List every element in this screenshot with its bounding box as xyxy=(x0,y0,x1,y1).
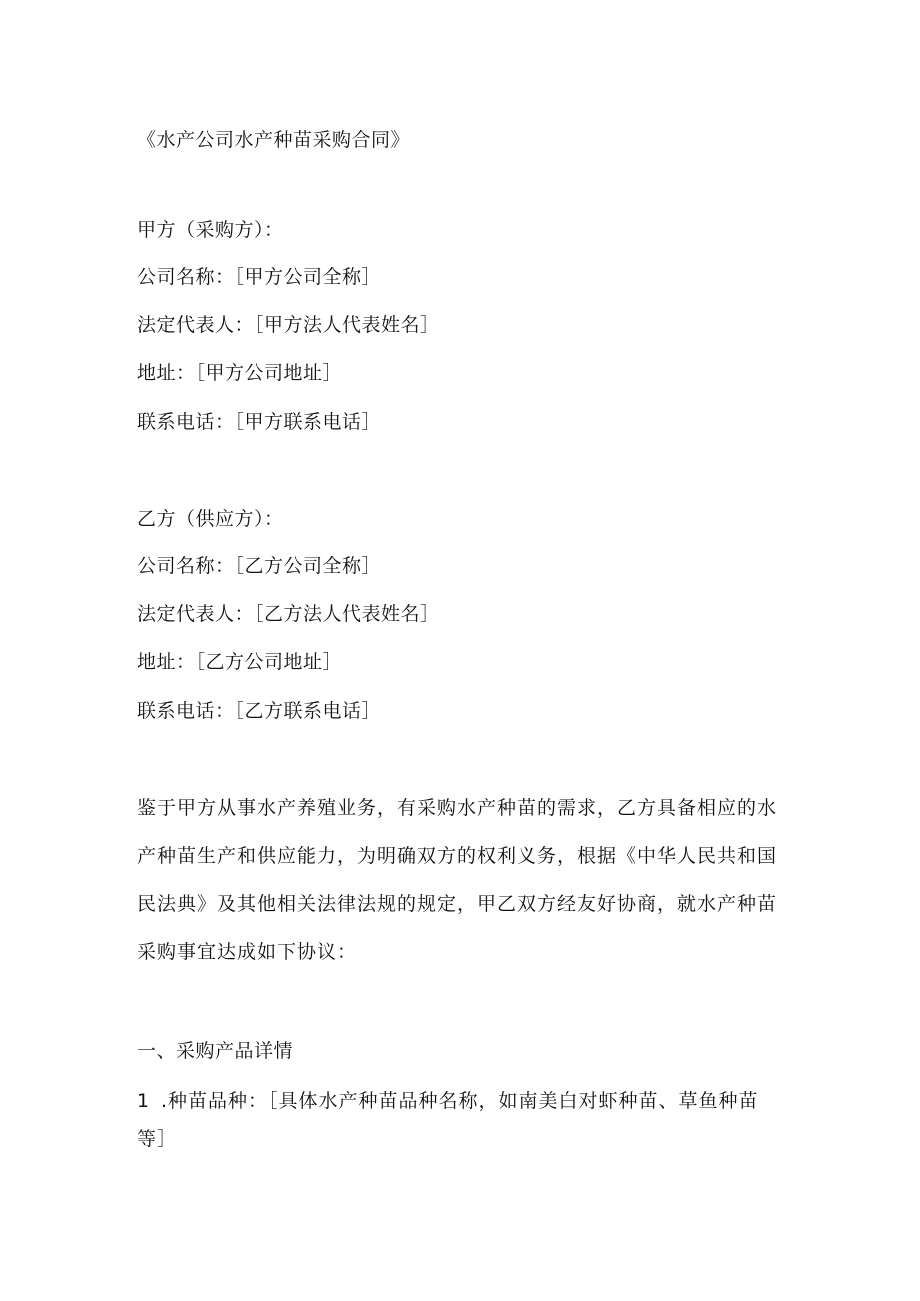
item-1-line: 等］ xyxy=(137,1128,178,1150)
party-b-address: 地址：［乙方公司地址］ xyxy=(137,651,343,673)
preamble-line: 鉴于甲方从事水产养殖业务，有采购水产种苗的需求，乙方具备相应的水 xyxy=(137,797,778,819)
party-a-phone: 联系电话：［甲方联系电话］ xyxy=(137,411,382,433)
party-b-legal-rep: 法定代表人：［乙方法人代表姓名］ xyxy=(137,603,440,625)
item-number: 1 xyxy=(137,1090,151,1112)
party-a-legal-rep: 法定代表人：［甲方法人代表姓名］ xyxy=(137,314,440,336)
party-a-heading: 甲方（采购方）： xyxy=(137,219,284,241)
preamble-line: 产种苗生产和供应能力，为明确双方的权利义务，根据《中华人民共和国 xyxy=(137,845,778,867)
party-b-company: 公司名称：［乙方公司全称］ xyxy=(137,555,382,577)
party-b-phone: 联系电话：［乙方联系电话］ xyxy=(137,700,382,722)
party-a-address: 地址：［甲方公司地址］ xyxy=(137,362,343,384)
section-1-item-1 xyxy=(137,1082,783,1158)
section-1-heading: 一、采购产品详情 xyxy=(137,1040,294,1062)
party-a-company: 公司名称：［甲方公司全称］ xyxy=(137,266,382,288)
item-1-line: .种苗品种：［具体水产种苗品种名称，如南美白对虾种苗、草鱼种苗 xyxy=(161,1090,759,1112)
preamble-line: 民法典》及其他相关法律法规的规定，甲乙双方经友好协商，就水产种苗 xyxy=(137,893,778,915)
document-title: 《水产公司水产种苗采购合同》 xyxy=(137,129,411,151)
preamble-paragraph xyxy=(137,784,783,976)
party-b-heading: 乙方（供应方）： xyxy=(137,508,284,530)
preamble-line: 采购事宜达成如下协议： xyxy=(137,941,358,963)
